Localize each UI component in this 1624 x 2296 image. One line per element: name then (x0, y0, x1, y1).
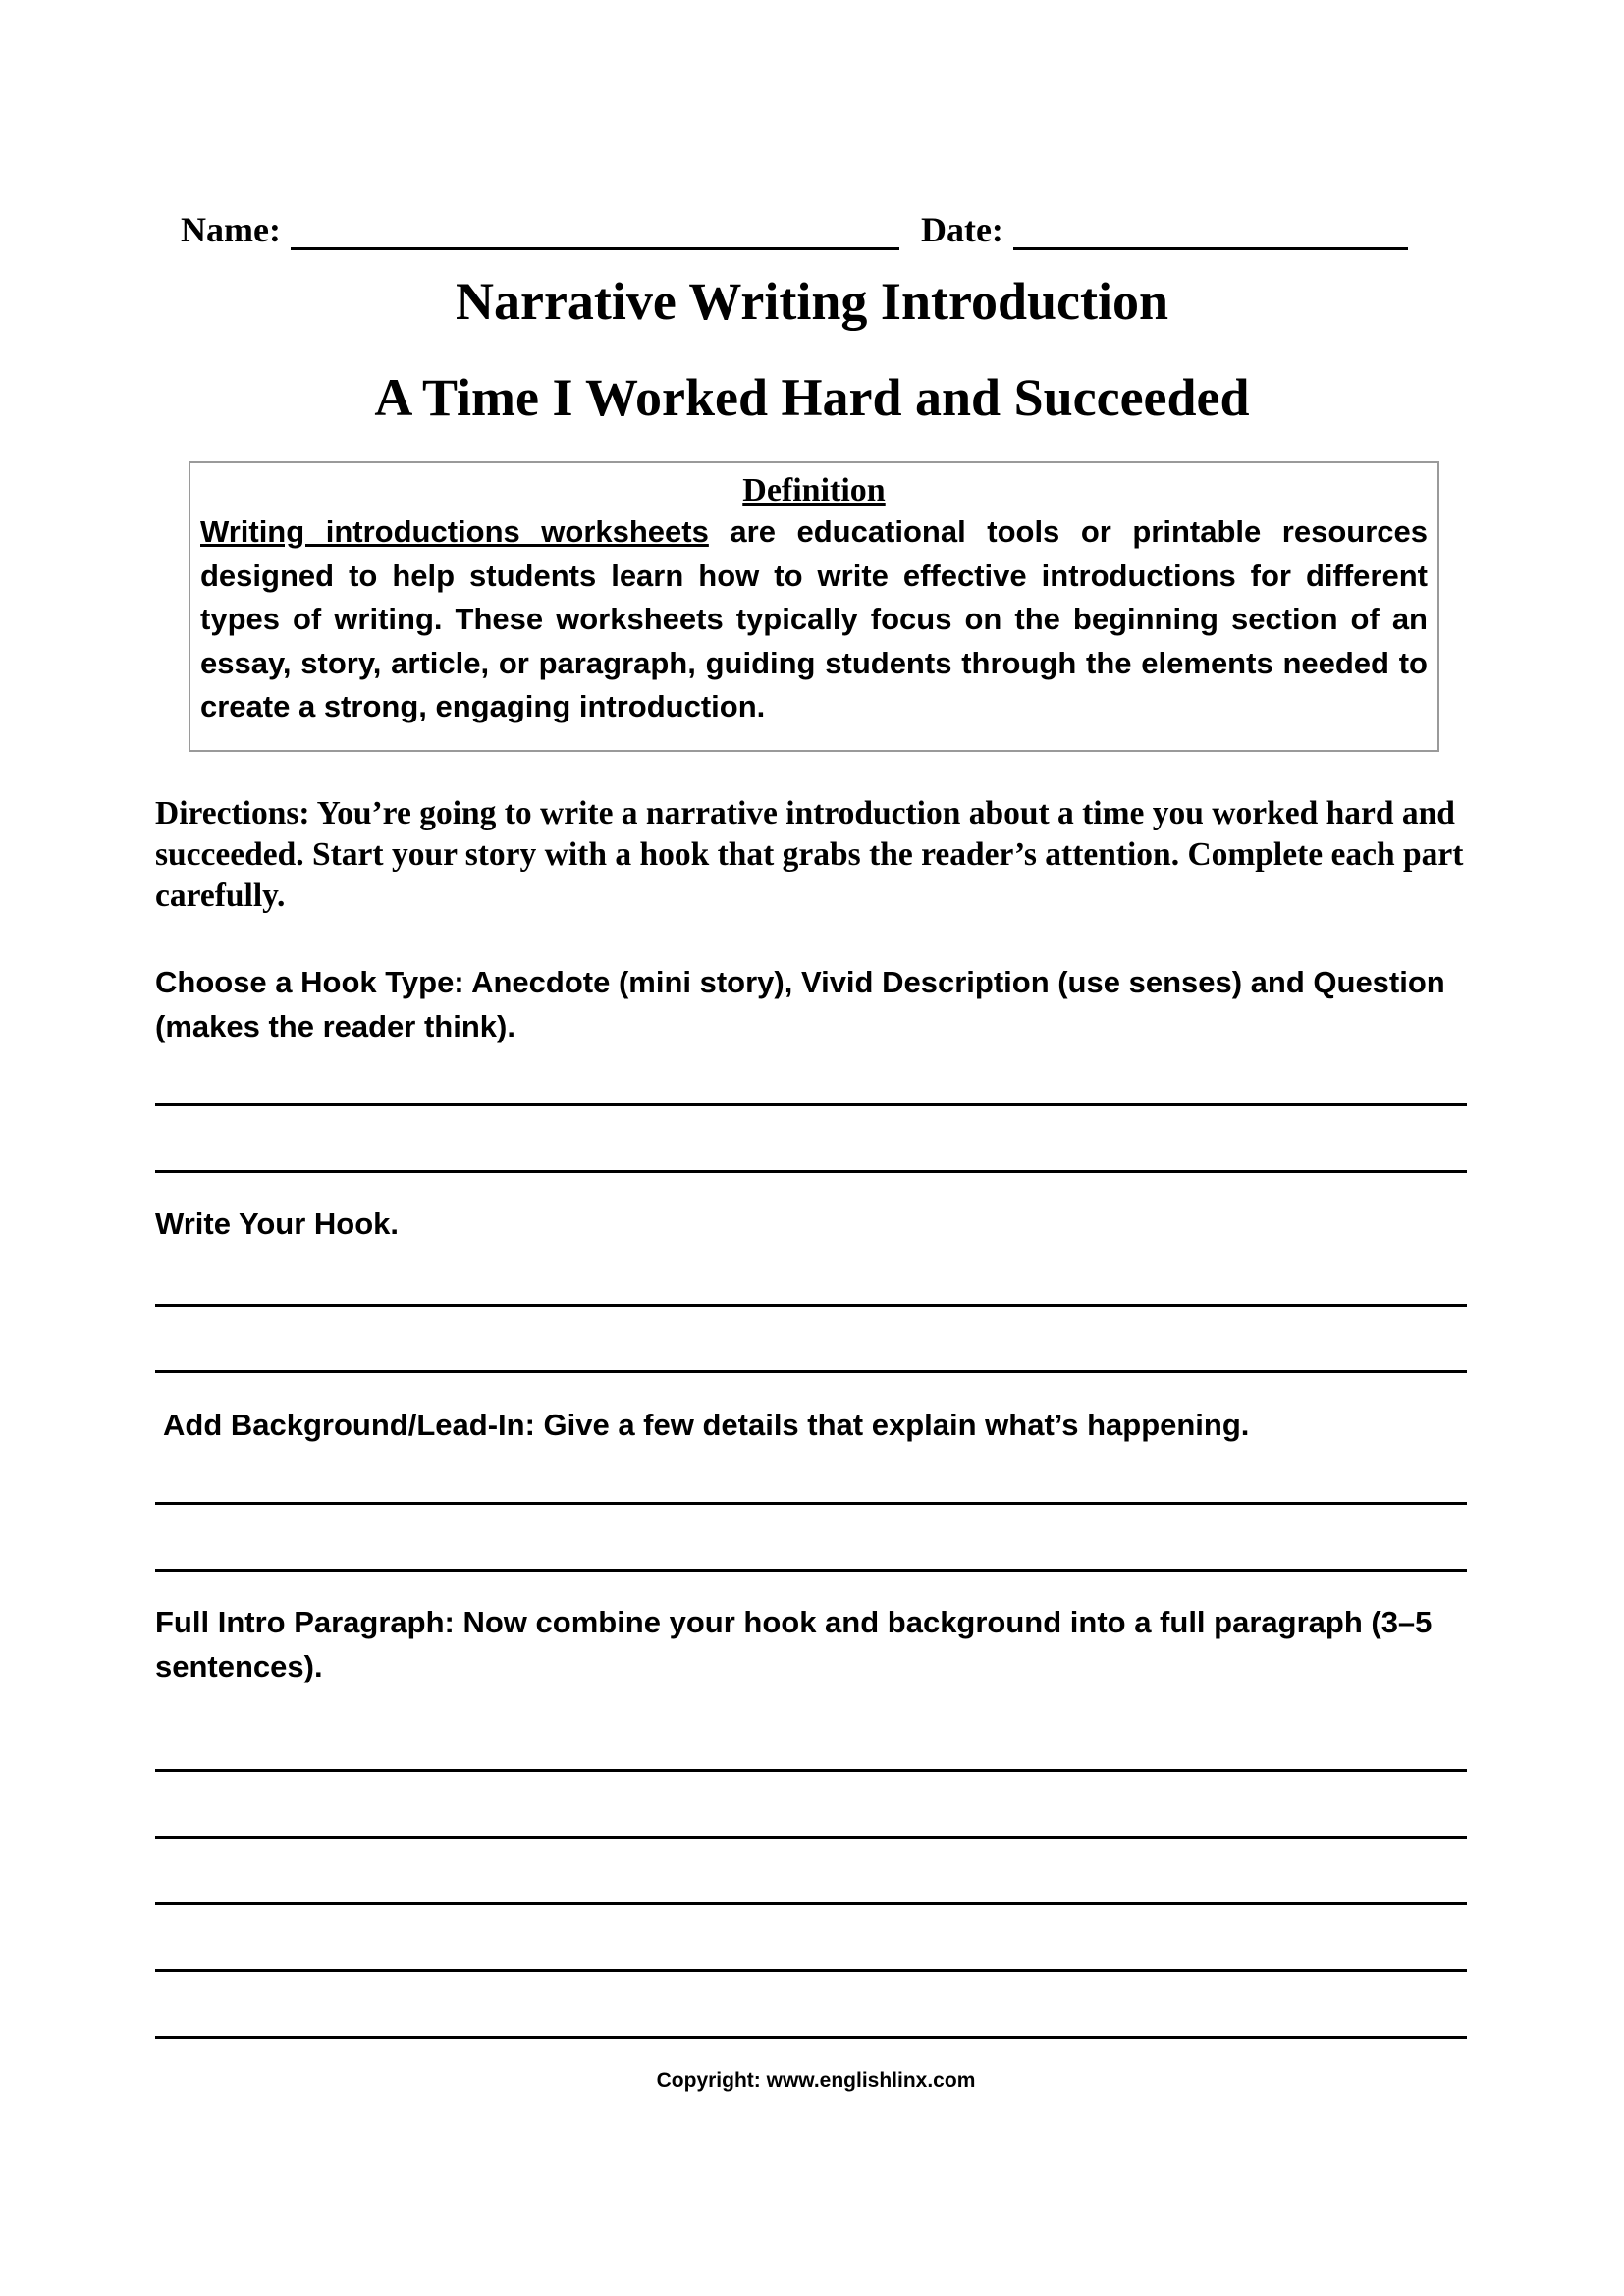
name-date-header (181, 201, 1457, 250)
definition-box (189, 461, 1439, 752)
copyright-footer: Copyright: www.englishlinx.com (656, 2069, 976, 2092)
answer-line[interactable] (155, 1769, 1467, 1772)
page-subtitle: A Time I Worked Hard and Succeeded (374, 368, 1250, 427)
prompt-background: Add Background/Lead-In: Give a few details that explain what’s happening. (163, 1408, 1250, 1442)
page-title: Narrative Writing Introduction (456, 272, 1168, 331)
answer-line[interactable] (155, 1836, 1467, 1839)
answer-line[interactable] (155, 1569, 1467, 1572)
answer-line[interactable] (155, 1969, 1467, 1972)
name-label: Name: (181, 210, 281, 249)
prompt-write-hook: Write Your Hook. (155, 1206, 400, 1241)
answer-line[interactable] (155, 1304, 1467, 1307)
answer-line[interactable] (155, 2036, 1467, 2039)
date-field-line[interactable] (1013, 214, 1408, 250)
definition-lead-term: Writing introductions worksheets (200, 514, 709, 549)
name-field-line[interactable] (291, 214, 899, 250)
answer-line[interactable] (155, 1902, 1467, 1905)
prompt-full-intro: Full Intro Paragraph: Now combine your hook and background into a full paragraph (3–5 sentences). (155, 1605, 1433, 1683)
definition-heading: Definition (742, 472, 886, 508)
definition-text (200, 510, 1428, 729)
prompt-hook-type: Choose a Hook Type: Anecdote (mini story), Vivid Description (use senses) and Question (makes the reader think). (155, 965, 1445, 1043)
answer-line[interactable] (155, 1502, 1467, 1505)
definition-body: are educational tools or printable resources designed to help students learn how to write effective introductions for different types of writing. These worksheets typically focus on the beginning section of an essay, story, article, or paragraph, guiding students through the elements needed to create a strong, engaging introduction. (200, 514, 1428, 723)
directions-text: Directions: You’re going to write a narrative introduction about a time you worked hard and succeeded. Start your story with a hook that grabs the reader’s attention. Complete each part carefully. (155, 795, 1464, 914)
date-label: Date: (920, 210, 1003, 249)
answer-line[interactable] (155, 1170, 1467, 1173)
answer-line[interactable] (155, 1370, 1467, 1373)
answer-line[interactable] (155, 1103, 1467, 1106)
